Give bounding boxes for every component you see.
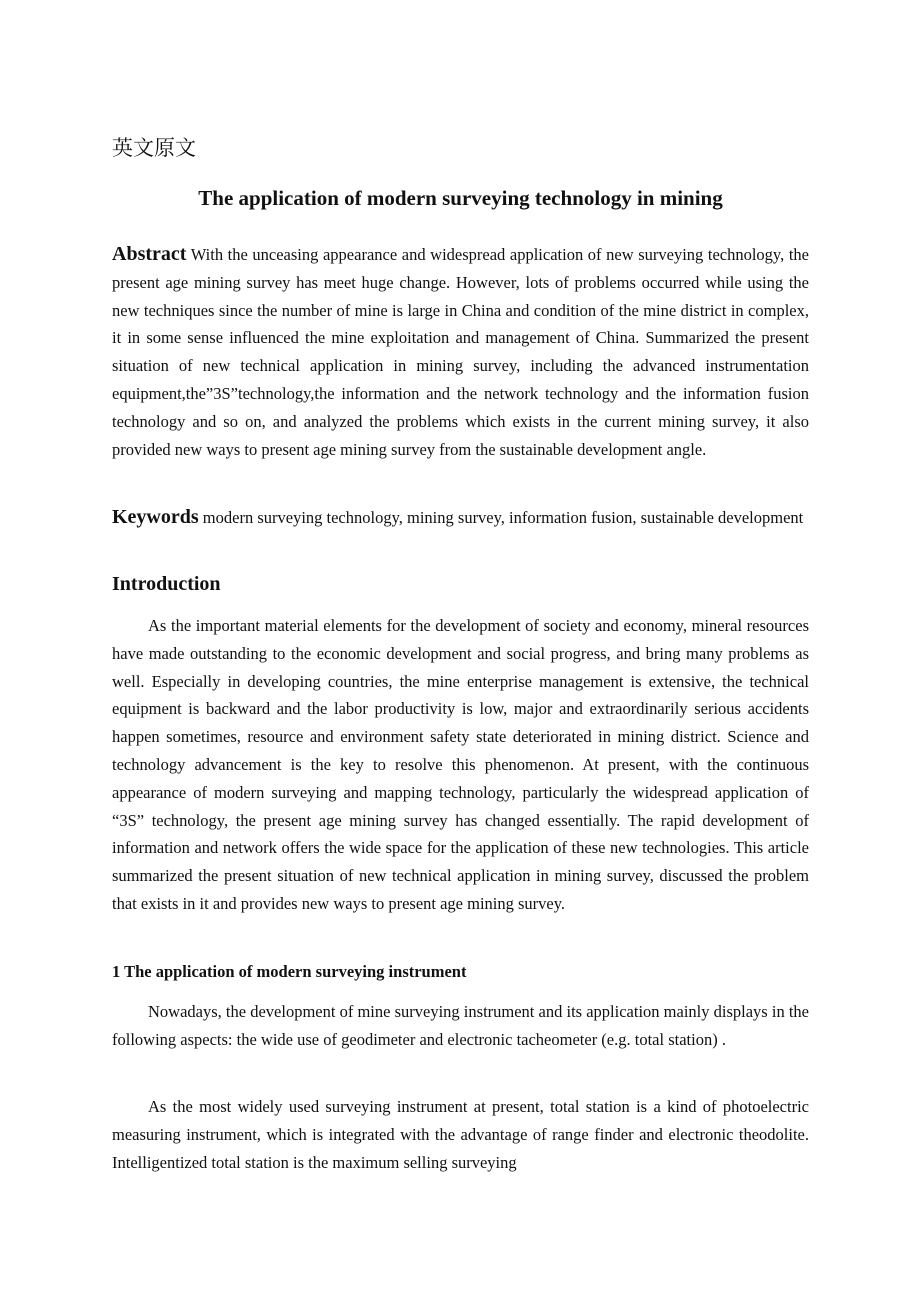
paper-title: The application of modern surveying technology in mining (198, 186, 723, 210)
abstract-paragraph (112, 241, 809, 463)
section-1-paragraph-2: As the most widely used surveying instrument at present, total station is a kind of photoelectric measuring instrument, which is integrated with the advantage of range finder and electronic theodolite. Intelligentized total station is the maximum selling surveying (112, 1097, 809, 1172)
abstract-label: Abstract (112, 243, 187, 265)
keywords-text: modern surveying technology, mining survey, information fusion, sustainable development (202, 508, 804, 527)
section-1-heading: 1 The application of modern surveying instrument (112, 962, 467, 981)
section-1-paragraph-1: Nowadays, the development of mine surveying instrument and its application mainly displays in the following aspects: the wide use of geodimeter and electronic tacheometer (e.g. total station) . (112, 1002, 809, 1049)
keywords-paragraph (112, 503, 809, 532)
keywords-label: Keywords (112, 506, 199, 528)
chinese-heading: 英文原文 (112, 136, 196, 160)
introduction-heading: Introduction (112, 573, 221, 595)
abstract-text: With the unceasing appearance and widespread application of new surveying technology, the present age mining survey has meet huge change. However, lots of problems occurred while using the new techniques since the number of mine is large in China and condition of the mine district in complex, it in some sense influenced the mine exploitation and management of China. Summarized the present situation of new technical application in mining survey, including the advanced instrumentation equipment,the”3S”technology,the information and the network technology and the information fusion technology and so on, and analyzed the problems which exists in the current mining survey, it also provided new ways to present age mining survey from the sustainable development angle. (112, 245, 809, 459)
introduction-paragraph: As the important material elements for the development of society and economy, mineral resources have made outstanding to the economic development and social progress, and bring many problems as well. Especially in developing countries, the mine enterprise management is extensive, the technical equipment is backward and the labor productivity is low, major and extraordinarily serious accidents happen sometimes, resource and environment safety state deteriorated in mining district. Science and technology advancement is the key to resolve this phenomenon. At present, with the continuous appearance of modern surveying and mapping technology, particularly the widespread application of “3S” technology, the present age mining survey has changed essentially. The rapid development of information and network offers the wide space for the application of these new technologies. This article summarized the present situation of new technical application in mining survey, discussed the problem that exists in it and provides new ways to present age mining survey. (112, 616, 809, 913)
